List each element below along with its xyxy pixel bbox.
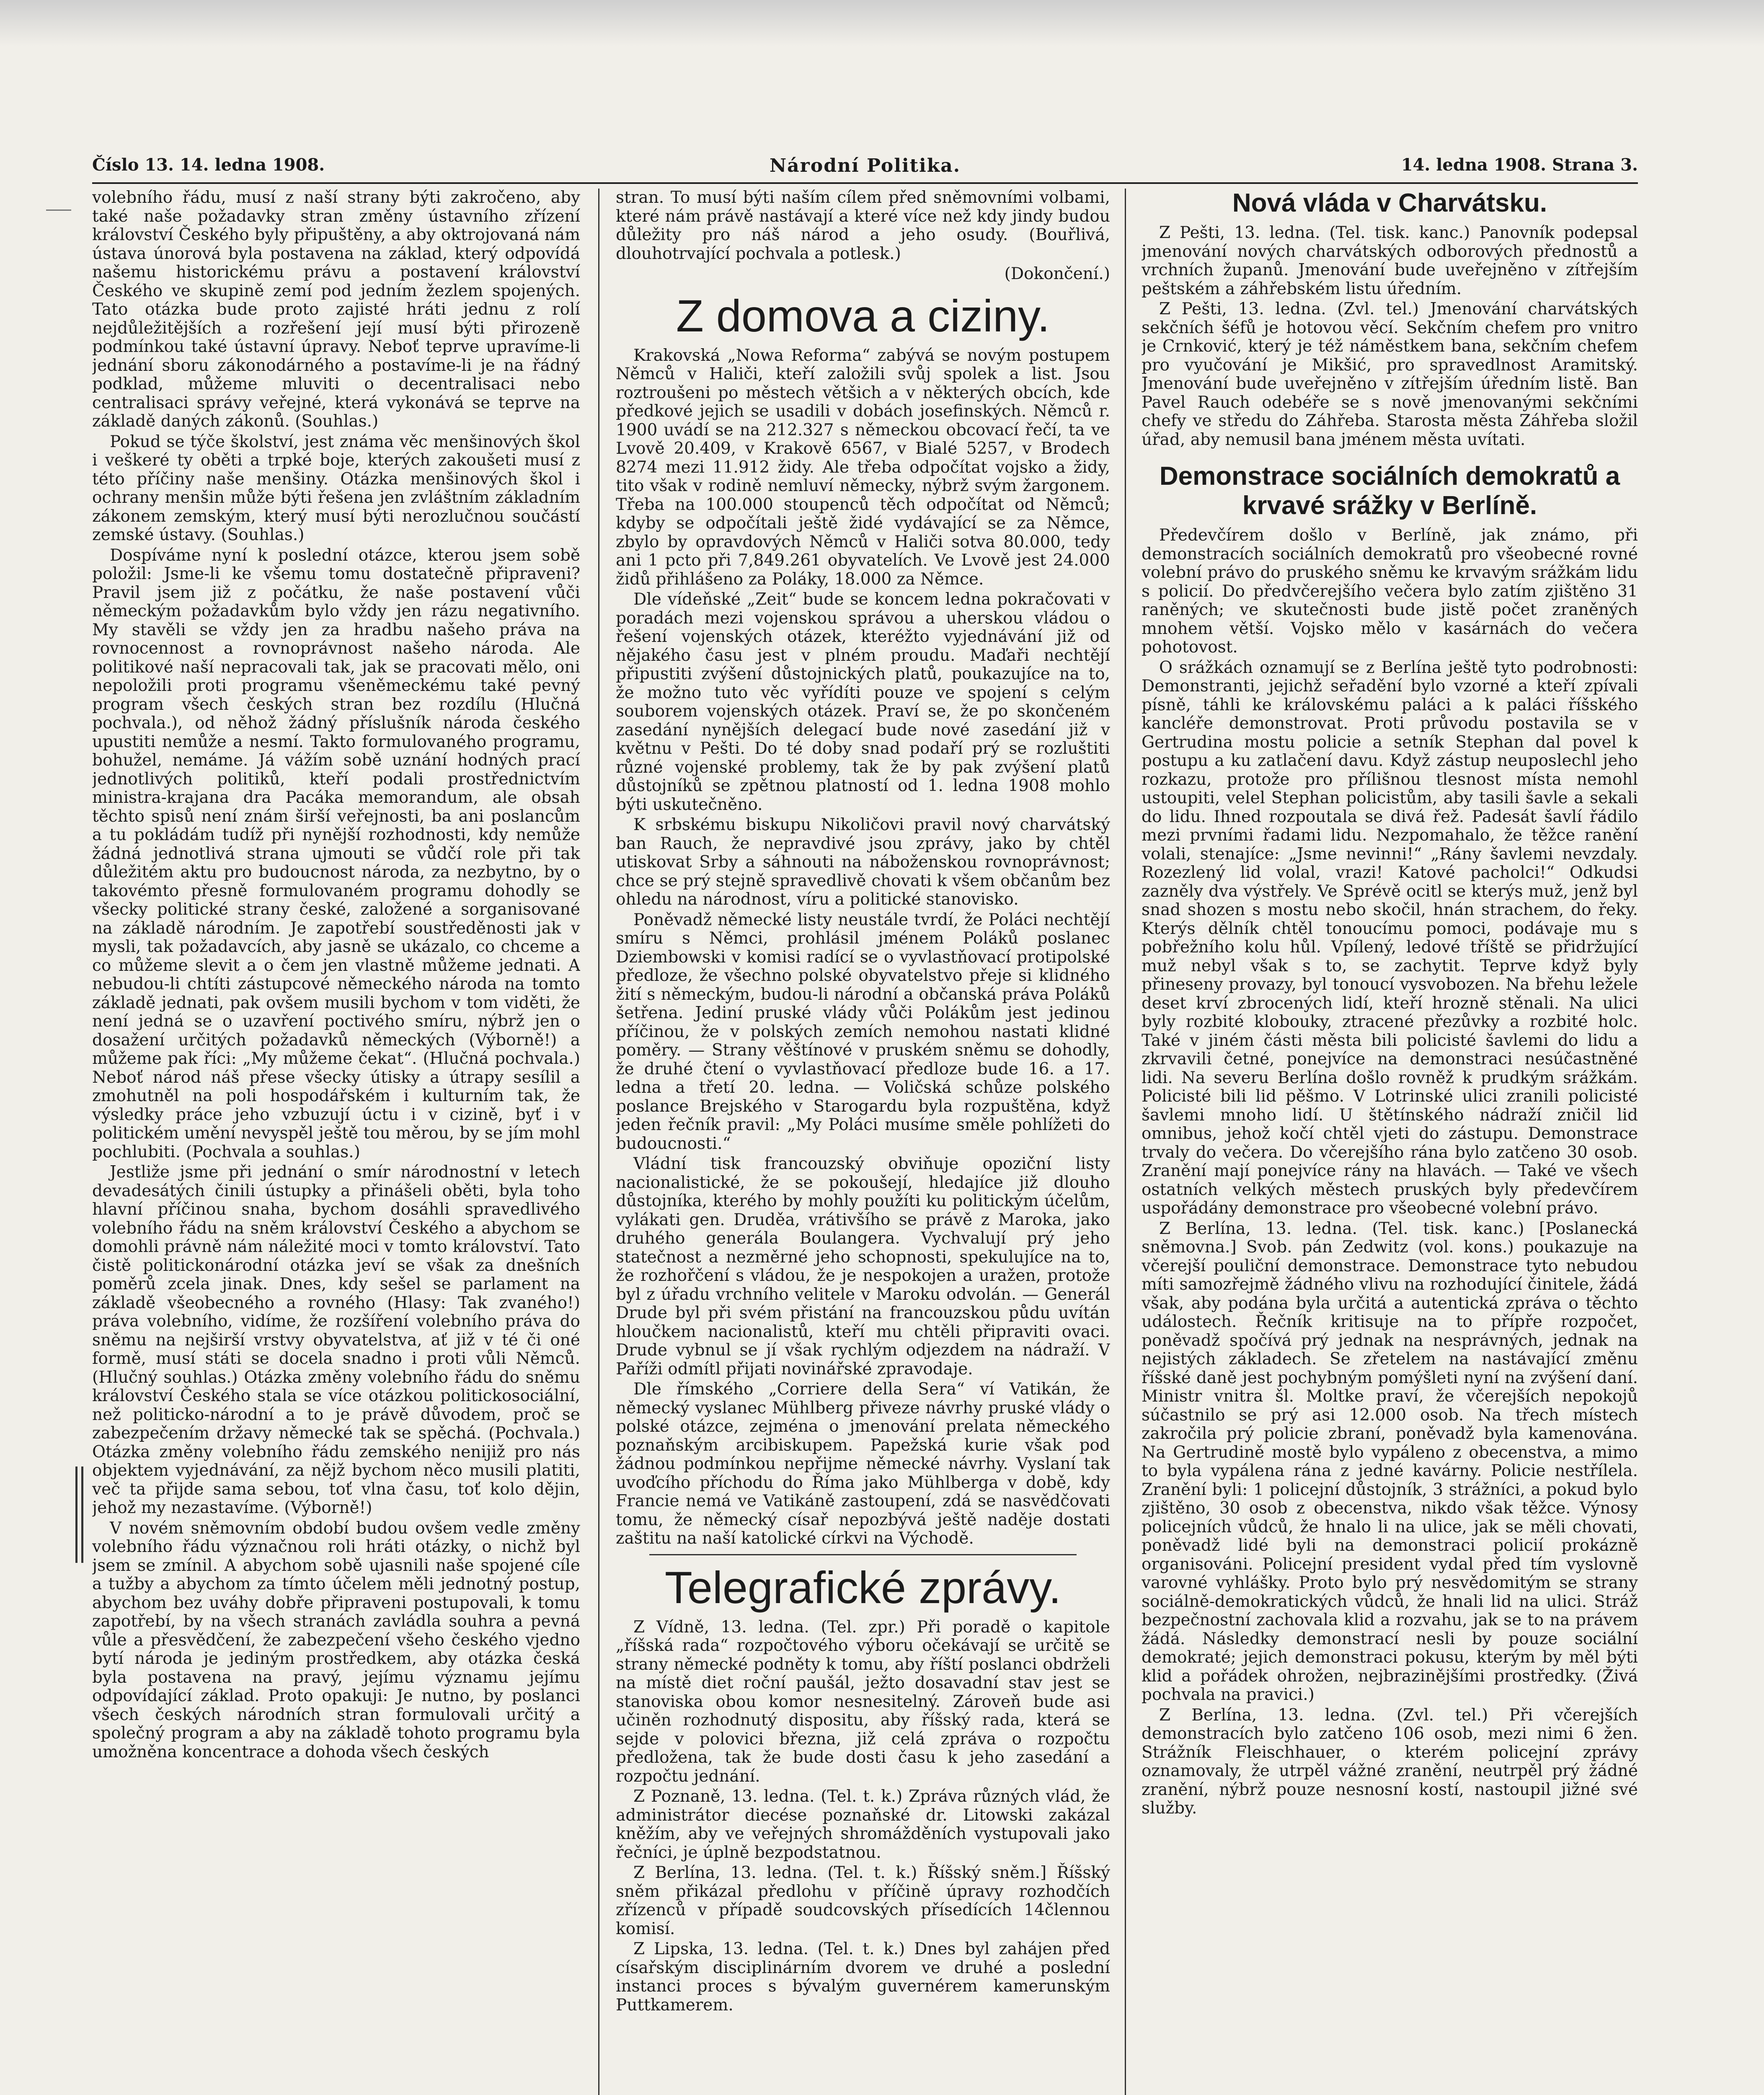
column-1 — [92, 189, 580, 2095]
article-paragraph: V novém sněmovním období budou ovšem vedle změny volebního řádu význačnou roli hráti otázky, o nichž byl jsem se zmínil. A abychom sobě ujasnili naše spojené cíle a tužby a abychom za tímto účelem měli jednotný postup, abychom bez uváhy dobře připraveni postupovali, k tomu zapotřebí, by na všech stranách zavládla souhra a pevná vůle a přesvědčení, že zabezpečení všeho českého vjedno bytí národa je jediným prostředkem, aby otázka česká byla postavena na pravý, jejímu významu jejímu odpovídající základ. Proto opakuji: Je nutno, by poslanci všech českých národních stran formulovali určitý a společný program a aby na základě tohoto programu byla umožněna koncentrace a dohoda všech českých — [92, 1518, 580, 1761]
header-rule — [92, 182, 1638, 184]
news-paragraph: Dle římského „Corriere della Sera“ ví Vatikán, že německý vyslanec Mühlberg přiveze návrhy pruské vlády o polské otázce, zejména o jmenování prelata německého poznaňským arcibiskupem. Papežská kurie však pod žádnou podmínkou nepřijme německé návrhy. Vyslaní tak uvoďcího příchodu do Říma jako Mühlberga v době, kdy Francie nemá ve Vatikáně zastoupení, zdá se nasvědčovati tomu, že německý císař nepozbývá ještě naděje dostati zaštitu na naší katolické církvi na Východě. — [616, 1380, 1110, 1548]
telegram-paragraph: Z Poznaně, 13. ledna. (Tel. t. k.) Zpráva různých vlád, že administrátor diecése poznaňské dr. Litowski zakázal kněžím, aby ve veřejných shromážděních vystupovali jako řečníci, je úplně bezpodstatnou. — [616, 1787, 1110, 1862]
column-rule-2 — [1125, 189, 1126, 2095]
article-heading: Nová vláda v Charvátsku. — [1232, 189, 1547, 217]
news-paragraph: Dle vídeňské „Zeit“ bude se koncem ledna pokračovati v poradách mezi vojenskou správou a uherskou vládou o řešení vojenských otázek, kteréžto vyjednávání již od nějakého času jest v plném proudu. Maďaři nechtějí připustiti zvýšení důstojnických platů, poukazujíce na to, že možno tuto věc vyřídíti pouze ve spojení s celým souborem vojenských otázek. Praví se, že po skončeném zasedání nynějších delegací bude nové zasedání již v květnu v Pešti. Do té doby snad podaří prý se rozluštiti různé vojenské problemy, tak že by pak zvýšení platů důstojníků se zpětnou platností od 1. ledna 1908 mohlo býti uskutečněno. — [616, 590, 1110, 814]
article-paragraph: Dospíváme nyní k poslední otázce, kterou jsem sobě položil: Jsme-li ke všemu tomu dostatečně připraveni? Pravil jsem již z počátku, že naše postavení vůči německým požadavkům bylo vždy jen rázu negativního. My stavěli se vždy jen za hradbu našeho práva na rovnocennost a rovnoprávnost našeho národa. Ale politikové naší nepracovali tak, jak se pracovati mělo, oni nepoložili proti programu všeněmeckému také pevný program všech českých stran bez rozdílu (Hlučná pochvala.), od něhož žádný příslušník národa českého upustiti nemůže a nesmí. Takto formulovaného programu, bohužel, nemáme. Já vážím sobě uznání hodných prací jednotlivých politiků, kteří podali prostřednictvím ministra-krajana dra Pacáka memorandum, ale obsah těchto spisů není znám širší veřejnosti, ba ani poslancům a tu pokládám tudíž při nynější rozhodnosti, kdy nemůže žádná jednotlivá strana ujmouti se vůdčí role při tak důležitém aktu pro budoucnost národa, za nezbytno, by o takovémto přesně formulovaném programu dohodly se všecky politické strany české, založené a sorganisované na základě národním. Je zapotřebí soustředěnosti jak v mysli, tak požadavcích, aby jasně se ukázalo, co chceme a co můžeme slevit a o čem jen vlastně můžeme jednati. A nebudou-li chtíti zástupcové německého národa na tomto základě jednati, pak ovšem musili bychom v tom viděti, že není jedná se o uzavření poctivého smíru, nýbrž jen o dosažení určitých požadavků německých (Výborně!) a můžeme pak říci: „My můžeme čekat“. (Hlučná pochvala.) Neboť národ náš přese všecky útisky a útrapy sesílil a zmohutněl na poli hospodářském i kulturním tak, že výsledky práce jeho vzbuzují úctu i v cizině, byť i v politickém umění nevyspěl ještě tou měrou, by se jím mohl pochlubiti. (Pochvala a souhlas.) — [92, 546, 580, 1161]
article-paragraph: stran. To musí býti naším cílem před sněmovními volbami, které nám právě nastávají a které více než kdy jindy budou důležity pro náš národ a jeho osudy. (Bouřlivá, dlouhotrvající pochvala a potlesk.) — [616, 189, 1110, 263]
page-number: 14. ledna 1908. Strana 3. — [1401, 155, 1638, 175]
continuation-note: (Dokončení.) — [1004, 264, 1110, 283]
column-2 — [616, 189, 1110, 2095]
telegram-paragraph: Z Berlína, 13. ledna. (Tel. t. k.) Říšský sněm.] Říšský sněm přikázal předlohu v příčině úpravy rozhodčích zřízenců v případě soudcovských přísedících 14člennou komisí. — [616, 1863, 1110, 1938]
section-heading: Telegrafické zprávy. — [664, 1562, 1061, 1613]
news-paragraph: Předevčírem došlo v Berlíně, jak známo, při demonstracích sociálních demokratů pro všeobecné rovné volební právo do pruského sněmu ke krvavým srážkám lidu s policií. Do předvčerejšího večera bylo zatím zjištěno 31 raněných; ve skutečnosti bude jistě počet zraněných mnohem větší. Vojsko mělo v kasárnách do večera pohotovost. — [1142, 526, 1638, 657]
news-paragraph: Poněvadž německé listy neustále tvrdí, že Poláci nechtějí smíru s Němci, prohlásil jménem Poláků poslanec Dziembowski v komisi radící se o vyvlastňovací protipolské předloze, že všechno polské obyvatelstvo přeje si klidného žití s německým, budou-li národní a občanská práva Poláků šetřena. Jediní pruské vlády vůči Polákům jest jedinou příčinou, že v polských zemích nemohou nastati klidné poměry. — Strany věštínové v pruském sněmu se dohodly, že druhé čtení o vyvlastňovací předloze bude 16. a 17. ledna a třetí 20. ledna. — Voličská schůze polského poslance Brejského v Starogardu byla rozpuštěna, když jeden řečník pravil: „My Poláci musíme směle pohlížeti do budoucnosti.“ — [616, 910, 1110, 1153]
news-paragraph: Krakovská „Nowa Reforma“ zabývá se novým postupem Němců v Haliči, kteří založili svůj spolek a list. Jsou roztroušeni po městech většich a v některých obcích, kde předkové jejich se usadili v dobách josefinských. Němců r. 1900 uvádí se na 212.327 s německou obcovací řečí, ta ve Lvově 20.409, v Krakově 6567, v Bialé 5257, v Brodech 8274 mezi 11.912 židy. Ale třeba odpočítat vojsko a židy, tito však v rodině nemluví německy, nýbrž svým žargonem. Třeba na 100.000 stoupenců těch odpočítat od Němců; kdyby se odpočítali ještě židé vydávající se za Němce, zbylo by opravdových Němců v Haliči sotva 80.000, tedy ani 1 pcto při 7,849.261 obyvatelích. Ve Lvově jest 24.000 židů přihlášeno za Poláky, 18.000 za Němce. — [616, 346, 1110, 589]
running-header — [92, 155, 1638, 180]
newspaper-title: Národní Politika. — [769, 155, 961, 176]
column-rule-1 — [598, 189, 599, 2095]
news-paragraph: Z Berlína, 13. ledna. (Zvl. tel.) Při včerejších demonstracích bylo zatčeno 106 osob, mezi nimi 6 žen. Strážník Fleischhauer, o kterém policejní zprávy oznamovaly, že utrpěl vážné zranění, neutrpěl prý žádné zranění, nýbrž pouze nesnosní kostí, nastoupil jižné své služby. — [1142, 1705, 1638, 1818]
news-paragraph: O srážkách oznamují se z Berlína ještě tyto podrobnosti: Demonstranti, jejichž seřadění bylo vzorné a kteří zpívali písně, táhli ke královskému paláci a k paláci říšského kancléře demonstrovat. Proti průvodu postavila se v Gertrudina mostu policie a setník Stephan dal povel k postupu a ku zatlačení davu. Když zástup neuposlechl jeho rozkazu, protože pro přílišnou tlesnost místa nemohl ustoupiti, velel Stephan policistům, aby tasili šavle a sekali do lidu. Ihned rozpoutala se divá řež. Padesát šavlí řádilo mezi prvními řadami lidu. Nezpomahalo, že těžce ranění volali, stenajíce: „Jsme nevinni!“ „Rány šavlemi nevzdaly. Rozezlený lid volal, vrazi! Katové pacholci!“ Odkudsi zazněly dva výstřely. Ve Sprévě ocitl se kterýs muž, jenž byl snad shozen s mostu nebo skočil, hnán strachem, do řeky. Kterýs dělník chtěl tonoucímu pomoci, podávaje mu s pobřežního kolu hůl. Vpílený, ledové tříště se přidržující muž nebyl však s to, se zachytit. Teprve když byly přineseny provazy, byl tonoucí vysvobozen. Na břehu ležele deset krví zbrocených lidí, kteří hrozně stěnali. Na ulici byly rozbité klobouky, ztracené přezůvky a rozbité holc. Také v jiném části města bili policisté šavlemi do lidu a zkrvavili četné, ponejvíce na demonstraci nesúčastněné lidi. Na severu Berlína došlo rovněž k prudkým srážkám. Policisté bili lid pěšmo. V Lotrinské ulici zranili policisté šavlemi mnoho lidí. U štětínského nádraží zničil lid omnibus, jehož kočí chtěl vjeti do zástupu. Demonstrace trvaly do večera. Do včerejšího rána bylo zatčeno 30 osob. Zranění mají ponejvíce rány na hlavách. — Také ve všech ostatních velkých městech pruských byly předevčírem uspořádány demonstrace pro všeobecné volební právo. — [1142, 658, 1638, 1218]
newspaper-page — [92, 134, 1638, 2095]
news-paragraph: K srbskému biskupu Nikoličovi pravil nový charvátský ban Rauch, že nepravdivé jsou zprávy, jako by chtěl utiskovat Srby a sáhnouti na náboženskou rovnoprávnost; chce se prý stejně spravedlivě chovati k všem občanům bez ohledu na národnost, víru a politické stanovisko. — [616, 815, 1110, 909]
article-paragraph: Jestliže jsme při jednání o smír národnostní v letech devadesátých činili ústupky a přinášeli oběti, byla toho hlavní příčinou snaha, bychom dosáhli spravedlivého volebního řádu na sněm království Českého a abychom se domohli právně nám náležité moci v tomto království. Tato čistě politickonárodní otázka jeví se však za dnešních poměrů zcela jinak. Dnes, kdy sešel se parlament na základě všeobecného a rovného (Hlasy: Tak zvaného!) práva volebního, vidíme, že rozšíření volebního práva do sněmu na nejširší vrstvy obyvatelstva, ať již v té či oné formě, musí státi se docela snadno i proti vůli Němců. (Hlučný souhlas.) Otázka změny volebního řádu do sněmu království Českého stala se více otázkou politickosociální, než politicko-národní a to je právě důvodem, proč se zabezpečením državy německé tak se spěchá. (Pochvala.) Otázka změny volebního řádu zemského nenijiž pro nás objektem vyjednávání, za nějž bychom něco musili platiti, več ta přijde sama sebou, toť vlna času, toť kolo dějin, jehož my nezastavíme. (Výborně!) — [92, 1163, 580, 1517]
telegram-paragraph: Z Lipska, 13. ledna. (Tel. t. k.) Dnes byl zahájen před císařským disciplinárním dvorem ve druhé a poslední instanci proces s bývalým guvernérem kamerunským Puttkamerem. — [616, 1940, 1110, 2015]
telegram-paragraph: Z Vídně, 13. ledna. (Tel. zpr.) Při poradě o kapitole „říšská rada“ rozpočtového výboru očekávají se určitě se strany německé podněty k tomu, aby říští poslanci obdrželi na místě diet roční paušál, ježto dosavadní stav jest se stanoviska obou komor nesnesitelný. Zároveň bude asi učiněn rozhodnutý dispositu, aby říšský rada, která se sejde v polovici března, již celá zpráva o rozpočtu předložena, tak že bude dosti času k jeho zasedání a rozpočtu jednání. — [616, 1617, 1110, 1786]
issue-number: Číslo 13. 14. ledna 1908. — [92, 155, 325, 175]
margin-mark — [46, 210, 71, 211]
section-heading: Z domova a ciziny. — [676, 290, 1050, 341]
article-heading: Demonstrace sociálních demokratů a krvavé srážky v Berlíně. — [1159, 462, 1620, 520]
section-rule — [649, 1554, 1077, 1555]
news-paragraph: Vládní tisk francouzský obviňuje opoziční listy nacionalistické, že se pokoušejí, hledajíce již dlouho důstojníka, kterého by mohly použíti ku politickým účelům, vylákati gen. Druděa, vrátivšího se právě z Maroka, jako druhého generála Boulangera. Vychvalují prý jeho statečnost a nezměrné jeho schopnosti, spekulujíce na to, že rozhořčení s vládou, že je nespokojen a uražen, protože byl z úřadu vrchního velitele v Maroku odvolán. — Generál Drude byl při svém přistání na francouzskou půdu uvítán hloučkem nacionalistů, kteří mu chtěli připraviti ovaci. Drude vybnul se jí však rychlým odjezdem na nádraží. V Paříži odmítl přijati novinářské zpravodaje. — [616, 1154, 1110, 1379]
news-paragraph: Z Berlína, 13. ledna. (Tel. tisk. kanc.) [Poslanecká sněmovna.] Svob. pán Zedwitz (vol. kons.) poukazuje na včerejší pouliční demonstrace. Demonstrace tyto nebudou míti samozřejmě žádného vlivu na rozhodující činitele, žádá však, aby podána byla určitá a autentická zpráva o těchto událostech. Řečník kritisuje na to přípře rozpočet, poněvadž spočívá prý jednak na nesprávných, jednak na nejistých základech. Se zřetelem na nastávající změnu říšské daně jest pochybným pomýšleti nyní na zvýšení daní. Ministr vnitra šl. Moltke praví, že včerejších nepokojů súčastnilo se prý asi 12.000 osob. Na třech místech zakročila prý policie zbraní, poněvadž byla kamenována. Na Gertrudině mostě bylo vypáleno z obecenstva, a mimo to byla vypálena rána z jedné kavárny. Policie nestřílela. Zranění byli: 1 policejní důstojník, 3 strážníci, a pokud bylo zjištěno, 30 osob z obecenstva, nikdo však těžce. Výnosy policejních vůdců, že hnalo li na ulice, jak se měli chovati, poněvadž lidé byli na demonstraci policií prokázně organisováni. Policejní president vydal před tím vyslovně varovné vyhlášky. Proto bylo prý nesvědomitým se strany sociálně-demokratických vůdců, že hnali lid na ulici. Stráž bezpečnostní zachovala klid a rozvahu, jak se to na právem žádá. Následky demonstrací nesli by pouze sociální demokraté; jejich demonstraci pokusu, kterým by měl býti klid a pořádek ohrožen, nejbrazinějšími prostředky. (Živá pochvala na pravici.) — [1142, 1219, 1638, 1704]
news-paragraph: Z Pešti, 13. ledna. (Zvl. tel.) Jmenování charvátských sekčních šéfů je hotovou věcí. Sekčním chefem pro vnitro je Crnković, který je též náměstkem bana, sekčním chefem pro vyučování je Mikšić, pro spravedlnost Aramitský. Jmenování bude uveřejněno v zítřejším úředním listě. Ban Pavel Rauch odebéře se s nově jmenovanými sekčními chefy ve středu do Záhřeba. Starosta města Záhřeba složil úřad, aby nemusil bana jménem města uvítati. — [1142, 300, 1638, 449]
column-3 — [1142, 189, 1638, 2095]
article-paragraph: volebního řádu, musí z naší strany býti zakročeno, aby také naše požadavky stran změny ústavního zřízení království Českého byly připuštěny, a aby oktrojovaná nám ústava únorová byla postavena na základ, který odpovídá našemu historickému právu a postavení království Českého ve skupině zemí pod jedním žezlem spojených. Tato otázka bude proto zajisté hráti jednu z rolí nejdůležitějších a rozřešení její musí býti přirozeně podmínkou také ústavní úpravy. Neboť teprve upravíme-li jednání sboru zákonodárného a postavíme-li je na řádný podklad, můžeme mluviti o decentralisaci nebo centralisaci správy veřejné, která vykonává se teprve na základě daných zákonů. (Souhlas.) — [92, 189, 580, 431]
article-paragraph: Pokud se týče školství, jest známa věc menšinových škol i veškeré ty oběti a trpké boje, kterých zakoušeti musí z této příčiny naše menšiny. Otázka menšinových škol i ochrany menšin může býti řešena jen zvláštním základním zákonem zemským, který musí býti nerozlučnou součástí zemské ústavy. (Souhlas.) — [92, 432, 580, 544]
scan-edge — [0, 0, 1764, 46]
news-paragraph: Z Pešti, 13. ledna. (Tel. tisk. kanc.) Panovník podepsal jmenování nových charvátských odborových přednostů a vrchních županů. Jmenování bude uveřejněno v zítřejším peštském a záhřebském listu úředním. — [1142, 223, 1638, 298]
margin-double-bar — [75, 1466, 87, 1563]
